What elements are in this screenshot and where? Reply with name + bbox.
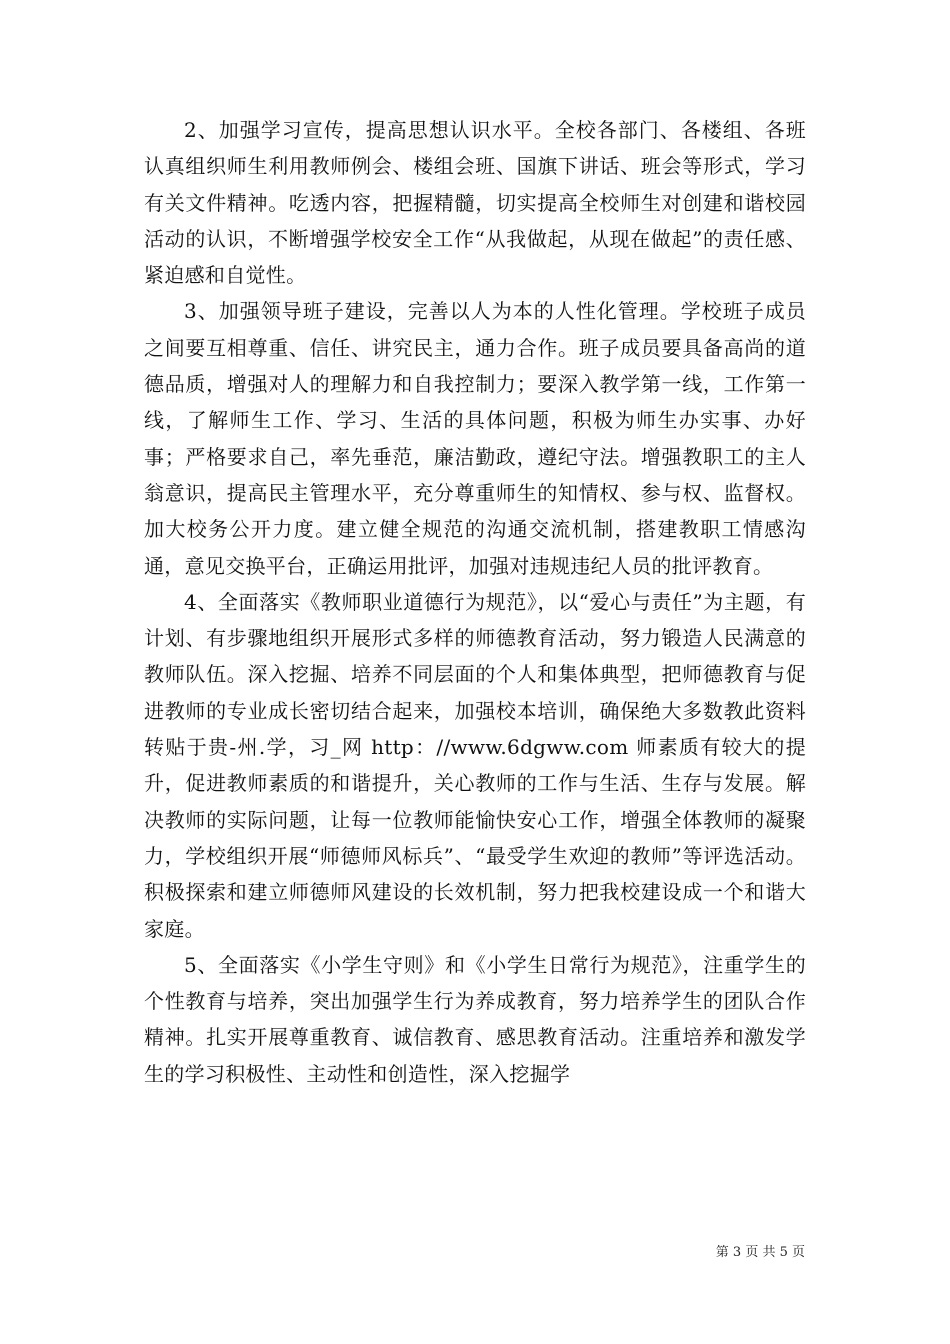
paragraph-4-teacher-ethics: 4、全面落实《教师职业道德行为规范》，以“爱心与责任”为主题，有计划、有步骤地组织开展形式多样的师德教育活动，努力锻造人民满意的教师队伍。深入挖掘、培养不同层面的个人和集体典型，把师德教育与促进教师的专业成长密切结合起来，加强校本培训，确保绝大多数教此资料转贴于贵-州.学，习_网 http：//www.6dgww.com 师素质有较大的提升，促进教师素质的和谐提升，关心教师的工作与生活、生存与发展。解决教师的实际问题，让每一位教师能愉快安心工作，增强全体教师的凝聚力，学校组织开展“师德师风标兵”、“最受学生欢迎的教师”等评选活动。积极探索和建立师德师风建设的长效机制，努力把我校建设成一个和谐大家庭。 [144, 589, 806, 941]
paragraph-5-student-conduct: 5、全面落实《小学生守则》和《小学生日常行为规范》，注重学生的个性教育与培养，突出加强学生行为养成教育，努力培养学生的团队合作精神。扎实开展尊重教育、诚信教育、感思教育活动。注重培养和激发学生的学习积极性、主动性和创造性，深入挖掘学 [144, 952, 806, 1086]
document-body [144, 112, 806, 1092]
paragraph-2-study-publicity: 2、加强学习宣传，提高思想认识水平。全校各部门、各楼组、各班认真组织师生利用教师例会、楼组会班、国旗下讲话、班会等形式，学习有关文件精神。吃透内容，把握精髓，切实提高全校师生对创建和谐校园活动的认识，不断增强学校安全工作“从我做起，从现在做起”的责任感、紧迫感和自觉性。 [144, 118, 806, 288]
paragraph-3-leadership-building: 3、加强领导班子建设，完善以人为本的人性化管理。学校班子成员之间要互相尊重、信任、讲究民主，通力合作。班子成员要具备高尚的道德品质，增强对人的理解力和自我控制力；要深入教学第一线，工作第一线，了解师生工作、学习、生活的具体问题，积极为师生办实事、办好事；严格要求自己，率先垂范，廉洁勤政，遵纪守法。增强教职工的主人翁意识，提高民主管理水平，充分尊重师生的知情权、参与权、监督权。加大校务公开力度。建立健全规范的沟通交流机制，搭建教职工情感沟通，意见交换平台，正确运用批评，加强对违规违纪人员的批评教育。 [144, 299, 806, 578]
page-number-footer: 第 3 页 共 5 页 [715, 1245, 805, 1260]
